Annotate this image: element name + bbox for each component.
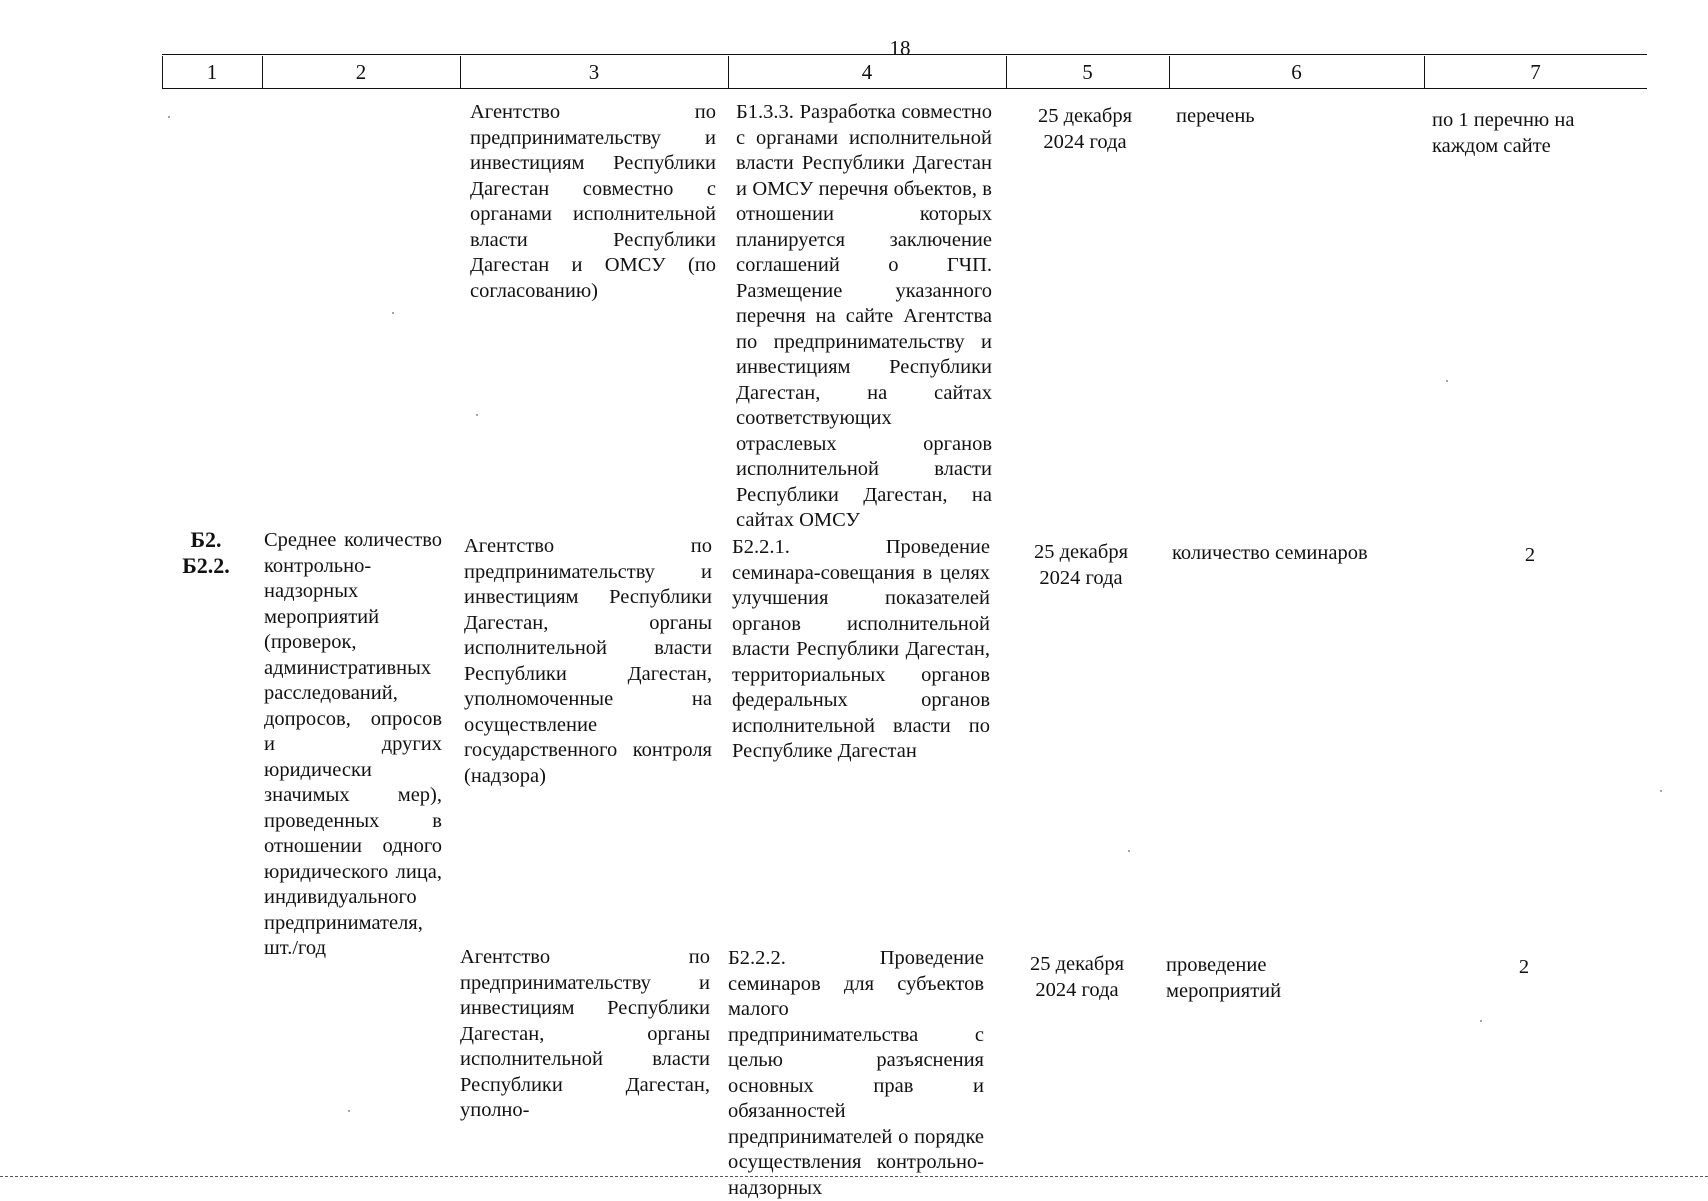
scan-speckle — [1480, 1020, 1482, 1022]
deadline: 25 декабря 2024 года — [1033, 541, 1128, 589]
indicator-description: Среднее количество контрольно-надзорных мероприятий (проверок, административных расследований, допросов, опросов и других юридически значимых мер), проведенных в отношении одного юридического лица, индивидуального предпринимателя, шт./год — [264, 529, 442, 959]
indicator-value: 2 — [1524, 544, 1536, 566]
deadline: 25 декабря 2024 года — [1029, 953, 1124, 1001]
scan-speckle — [1128, 850, 1130, 852]
table-header-row — [162, 56, 1647, 89]
responsible-executor: Агентство по предпринимательству и инвестициям Республики Дагестан совместно с органами исполнительной власти Республики Дагестан и ОМСУ (по согласованию) — [470, 101, 716, 302]
indicator-name: перечень — [1176, 105, 1255, 127]
activity-description: Б2.2.2. Проведение семинаров для субъектов малого предпринимательства с целью разъяснения основных прав и обязанностей предпринимателей о порядке осуществления контрольно-надзорных — [728, 947, 984, 1199]
indicator-code: Б2. Б2.2. — [182, 527, 230, 578]
indicator-value: по 1 перечню на каждом сайте — [1432, 109, 1575, 157]
responsible-executor: Агентство по предпринимательству и инвестициям Республики Дагестан, органы исполнительной власти Республики Дагестан, уполномоченные на осуществление государственного контроля (надзора) — [464, 535, 712, 787]
deadline: 25 декабря 2024 года — [1037, 105, 1132, 153]
activity-description: Б1.3.3. Разработка совместно с органами исполнительной власти Республики Дагестан и ОМСУ перечня объектов, в отношении которых планируется заключение соглашений о ГЧП. Размещение указанного перечня на сайте Агентства по предпринимательству и инвестициям Республики Дагестан, на сайтах соответствующих отраслевых органов исполнительной власти Республики Дагестан, на сайтах ОМСУ — [736, 101, 992, 531]
page-number: 18 — [889, 36, 911, 60]
column-header-6: 6 — [1291, 60, 1302, 84]
indicator-value: 2 — [1518, 956, 1530, 978]
indicator-name: проведение мероприятий — [1166, 954, 1282, 1002]
column-header-1: 1 — [206, 60, 218, 84]
table-top-rule — [162, 54, 1647, 55]
activity-description: Б2.2.1. Проведение семинара-совещания в целях улучшения показателей органов исполнительной власти Республики Дагестан, территориальных органов федеральных органов исполнительной власти по Республике Дагестан — [732, 536, 990, 762]
scan-speckle — [476, 414, 478, 416]
scan-speckle — [1660, 790, 1662, 792]
column-header-5: 5 — [1082, 60, 1093, 84]
scan-speckle — [168, 116, 170, 118]
scan-speckle — [392, 312, 394, 314]
column-header-7: 7 — [1530, 60, 1541, 84]
page-bottom-rule — [0, 1176, 1708, 1177]
indicator-name: количество семинаров — [1172, 542, 1368, 564]
scan-speckle — [348, 1110, 350, 1112]
column-header-4: 4 — [861, 60, 873, 84]
scan-speckle — [1446, 380, 1448, 382]
responsible-executor: Агентство по предпринимательству и инвестициям Республики Дагестан, органы исполнительной власти Республики Дагестан, уполно- — [460, 946, 710, 1121]
column-header-3: 3 — [588, 60, 600, 84]
column-header-2: 2 — [355, 60, 367, 84]
